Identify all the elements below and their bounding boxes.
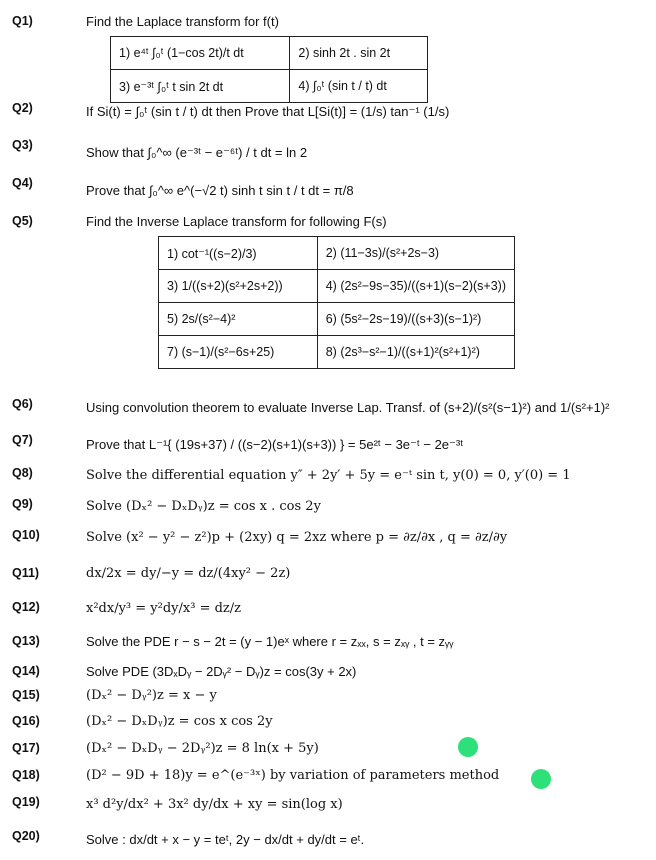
question-text: Find the Inverse Laplace transform for following F(s) <box>86 214 387 229</box>
question-text: Find the Laplace transform for f(t) <box>86 14 279 29</box>
question-number: Q3) <box>12 138 33 152</box>
q5-item-5: 5) 2s/(s²−4)² <box>159 303 318 336</box>
green-marker-dot <box>531 769 551 789</box>
question-text: Solve PDE (3DₓDᵧ − 2Dᵧ² − Dᵧ)z = cos(3y + 2x) <box>86 664 357 679</box>
q5-item-8: 8) (2s³−s²−1)/((s+1)²(s²+1)²) <box>317 336 514 369</box>
q1-table <box>110 36 428 103</box>
question-number: Q18) <box>12 768 40 782</box>
q5-table <box>158 236 515 369</box>
question-text: (Dₓ² − Dᵧ²)z = x − y <box>86 688 217 703</box>
question-number: Q2) <box>12 101 33 115</box>
question-number: Q8) <box>12 466 33 480</box>
question-number: Q7) <box>12 433 33 447</box>
q5-item-7: 7) (s−1)/(s²−6s+25) <box>159 336 318 369</box>
question-text: Using convolution theorem to evaluate Inverse Lap. Transf. of (s+2)/(s²(s−1)²) and 1/(s²+1)² <box>86 400 610 415</box>
question-text: (Dₓ² − DₓDᵧ − 2Dᵧ²)z = 8 ln(x + 5y) <box>86 741 319 756</box>
question-text: Prove that L⁻¹{ (19s+37) / ((s−2)(s+1)(s+3)) } = 5e²ᵗ − 3e⁻ᵗ − 2e⁻³ᵗ <box>86 437 464 452</box>
question-number: Q5) <box>12 214 33 228</box>
question-number: Q10) <box>12 528 40 542</box>
question-text: (D² − 9D + 18)y = e^(e⁻³ˣ) by variation of parameters method <box>86 768 500 783</box>
question-text: dx/2x = dy/−y = dz/(4xy² − 2z) <box>86 566 291 581</box>
question-number: Q15) <box>12 688 40 702</box>
question-text: Solve the PDE r − s − 2t = (y − 1)eˣ where r = zₓₓ, s = zₓᵧ , t = zᵧᵧ <box>86 634 454 649</box>
question-number: Q6) <box>12 397 33 411</box>
question-number: Q14) <box>12 664 40 678</box>
question-number: Q4) <box>12 176 33 190</box>
question-text: (Dₓ² − DₓDᵧ)z = cos x cos 2y <box>86 714 273 729</box>
q1-item-4: 4) ∫₀ᵗ (sin t / t) dt <box>290 70 428 103</box>
question-number: Q13) <box>12 634 40 648</box>
question-text: Solve (x² − y² − z²)p + (2xy) q = 2xz where p = ∂z/∂x , q = ∂z/∂y <box>86 530 508 545</box>
q5-item-2: 2) (11−3s)/(s²+2s−3) <box>317 237 514 270</box>
question-number: Q11) <box>12 566 40 580</box>
q1-item-2: 2) sinh 2t . sin 2t <box>290 37 428 70</box>
question-number: Q20) <box>12 829 40 843</box>
question-number: Q1) <box>12 14 33 28</box>
q1-item-3: 3) e⁻³ᵗ ∫₀ᵗ t sin 2t dt <box>111 70 290 103</box>
question-text: Solve (Dₓ² − DₓDᵧ)z = cos x . cos 2y <box>86 499 321 514</box>
q5-item-1: 1) cot⁻¹((s−2)/3) <box>159 237 318 270</box>
question-number: Q19) <box>12 795 40 809</box>
question-number: Q9) <box>12 497 33 511</box>
green-marker-dot <box>458 737 478 757</box>
question-text: Prove that ∫₀^∞ e^(−√2 t) sinh t sin t / t dt = π/8 <box>86 183 354 198</box>
question-text: Solve : dx/dt + x − y = teᵗ, 2y − dx/dt + dy/dt = eᵗ. <box>86 832 365 847</box>
question-text: If Si(t) = ∫₀ᵗ (sin t / t) dt then Prove that L[Si(t)] = (1/s) tan⁻¹ (1/s) <box>86 104 450 119</box>
question-text: Show that ∫₀^∞ (e⁻³ᵗ − e⁻⁶ᵗ) / t dt = ln 2 <box>86 145 308 160</box>
question-number: Q16) <box>12 714 40 728</box>
q5-item-6: 6) (5s²−2s−19)/((s+3)(s−1)²) <box>317 303 514 336</box>
question-number: Q17) <box>12 741 40 755</box>
question-text: Solve the differential equation y″ + 2y′ + 5y = e⁻ᵗ sin t, y(0) = 0, y′(0) = 1 <box>86 468 571 483</box>
q1-item-1: 1) e⁴ᵗ ∫₀ᵗ (1−cos 2t)/t dt <box>111 37 290 70</box>
q5-item-4: 4) (2s²−9s−35)/((s+1)(s−2)(s+3)) <box>317 270 514 303</box>
question-text: x²dx/y³ = y²dy/x³ = dz/z <box>86 601 241 616</box>
question-number: Q12) <box>12 600 40 614</box>
question-text: x³ d²y/dx² + 3x² dy/dx + xy = sin(log x) <box>86 797 343 812</box>
q5-item-3: 3) 1/((s+2)(s²+2s+2)) <box>159 270 318 303</box>
